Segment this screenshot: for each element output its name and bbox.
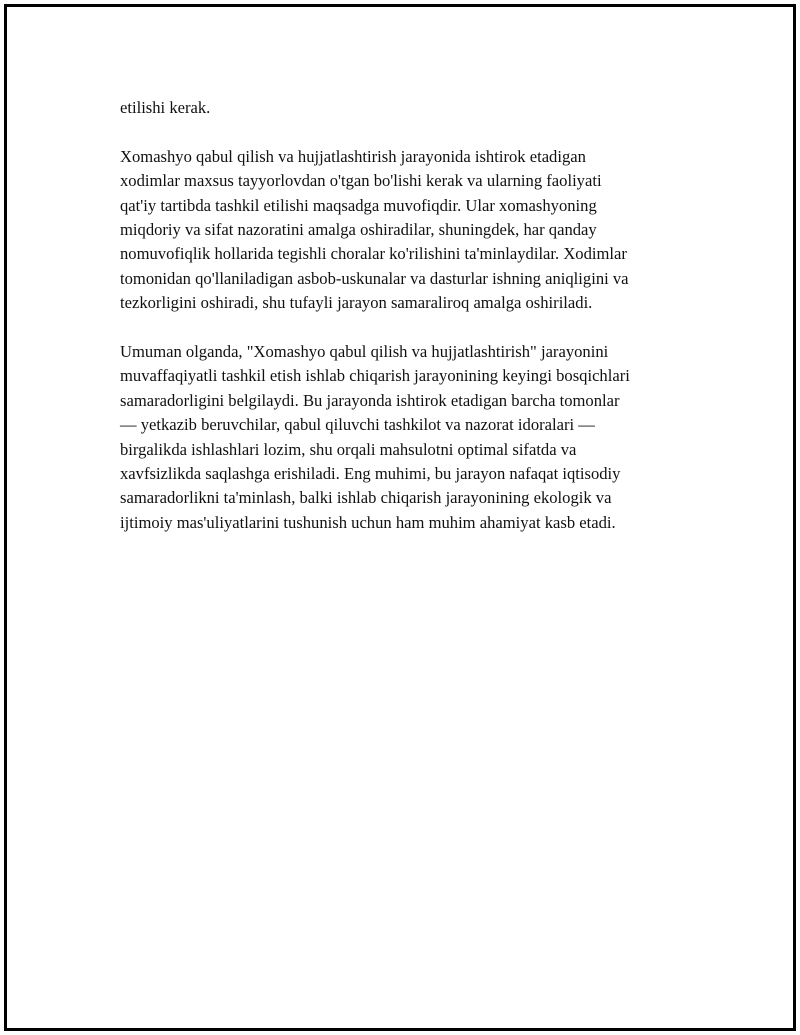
- text-line: ijtimoiy mas'uliyatlarini tushunish uchun ham muhim ahamiyat kasb etadi.: [120, 512, 616, 532]
- text-line: muvaffaqiyatli tashkil etish ishlab chiqarish jarayonining keyingi bosqichlari: [120, 366, 630, 386]
- paragraph-3: [120, 340, 680, 535]
- text-line: miqdoriy va sifat nazoratini amalga oshiradilar, shuningdek, har qanday: [120, 220, 597, 240]
- text-line: xavfsizlikda saqlashga erishiladi. Eng muhimi, bu jarayon nafaqat iqtisodiy: [120, 464, 621, 484]
- text-line: — yetkazib beruvchilar, qabul qiluvchi tashkilot va nazorat idoralari —: [120, 415, 595, 435]
- text-line: tomonidan qo'llaniladigan asbob-uskunalar va dasturlar ishning aniqligini va: [120, 268, 629, 288]
- text-line: birgalikda ishlashlari lozim, shu orqali mahsulotni optimal sifatda va: [120, 439, 577, 459]
- text-line: qat'iy tartibda tashkil etilishi maqsadga muvofiqdir. Ular xomashyoning: [120, 195, 597, 215]
- text-line: xodimlar maxsus tayyorlovdan o'tgan bo'lishi kerak va ularning faoliyati: [120, 171, 602, 191]
- text-line: Xomashyo qabul qilish va hujjatlashtirish jarayonida ishtirok etadigan: [120, 146, 586, 166]
- paragraph-2: [120, 145, 680, 316]
- text-line: samaradorlikni ta'minlash, balki ishlab chiqarish jarayonining ekologik va: [120, 488, 612, 508]
- text-line: tezkorligini oshiradi, shu tufayli jarayon samaraliroq amalga oshiriladi.: [120, 293, 593, 313]
- text-line: samaradorligini belgilaydi. Bu jarayonda ishtirok etadigan barcha tomonlar: [120, 390, 620, 410]
- text-line: Umuman olganda, "Xomashyo qabul qilish va hujjatlashtirish" jarayonini: [120, 342, 609, 362]
- text-line: etilishi kerak.: [120, 98, 211, 117]
- text-line: nomuvofiqlik hollarida tegishli choralar ko'rilishini ta'minlaydilar. Xodimlar: [120, 244, 627, 264]
- document-page: [4, 4, 796, 1031]
- paragraph-1: [120, 96, 680, 120]
- document-body: [120, 96, 680, 560]
